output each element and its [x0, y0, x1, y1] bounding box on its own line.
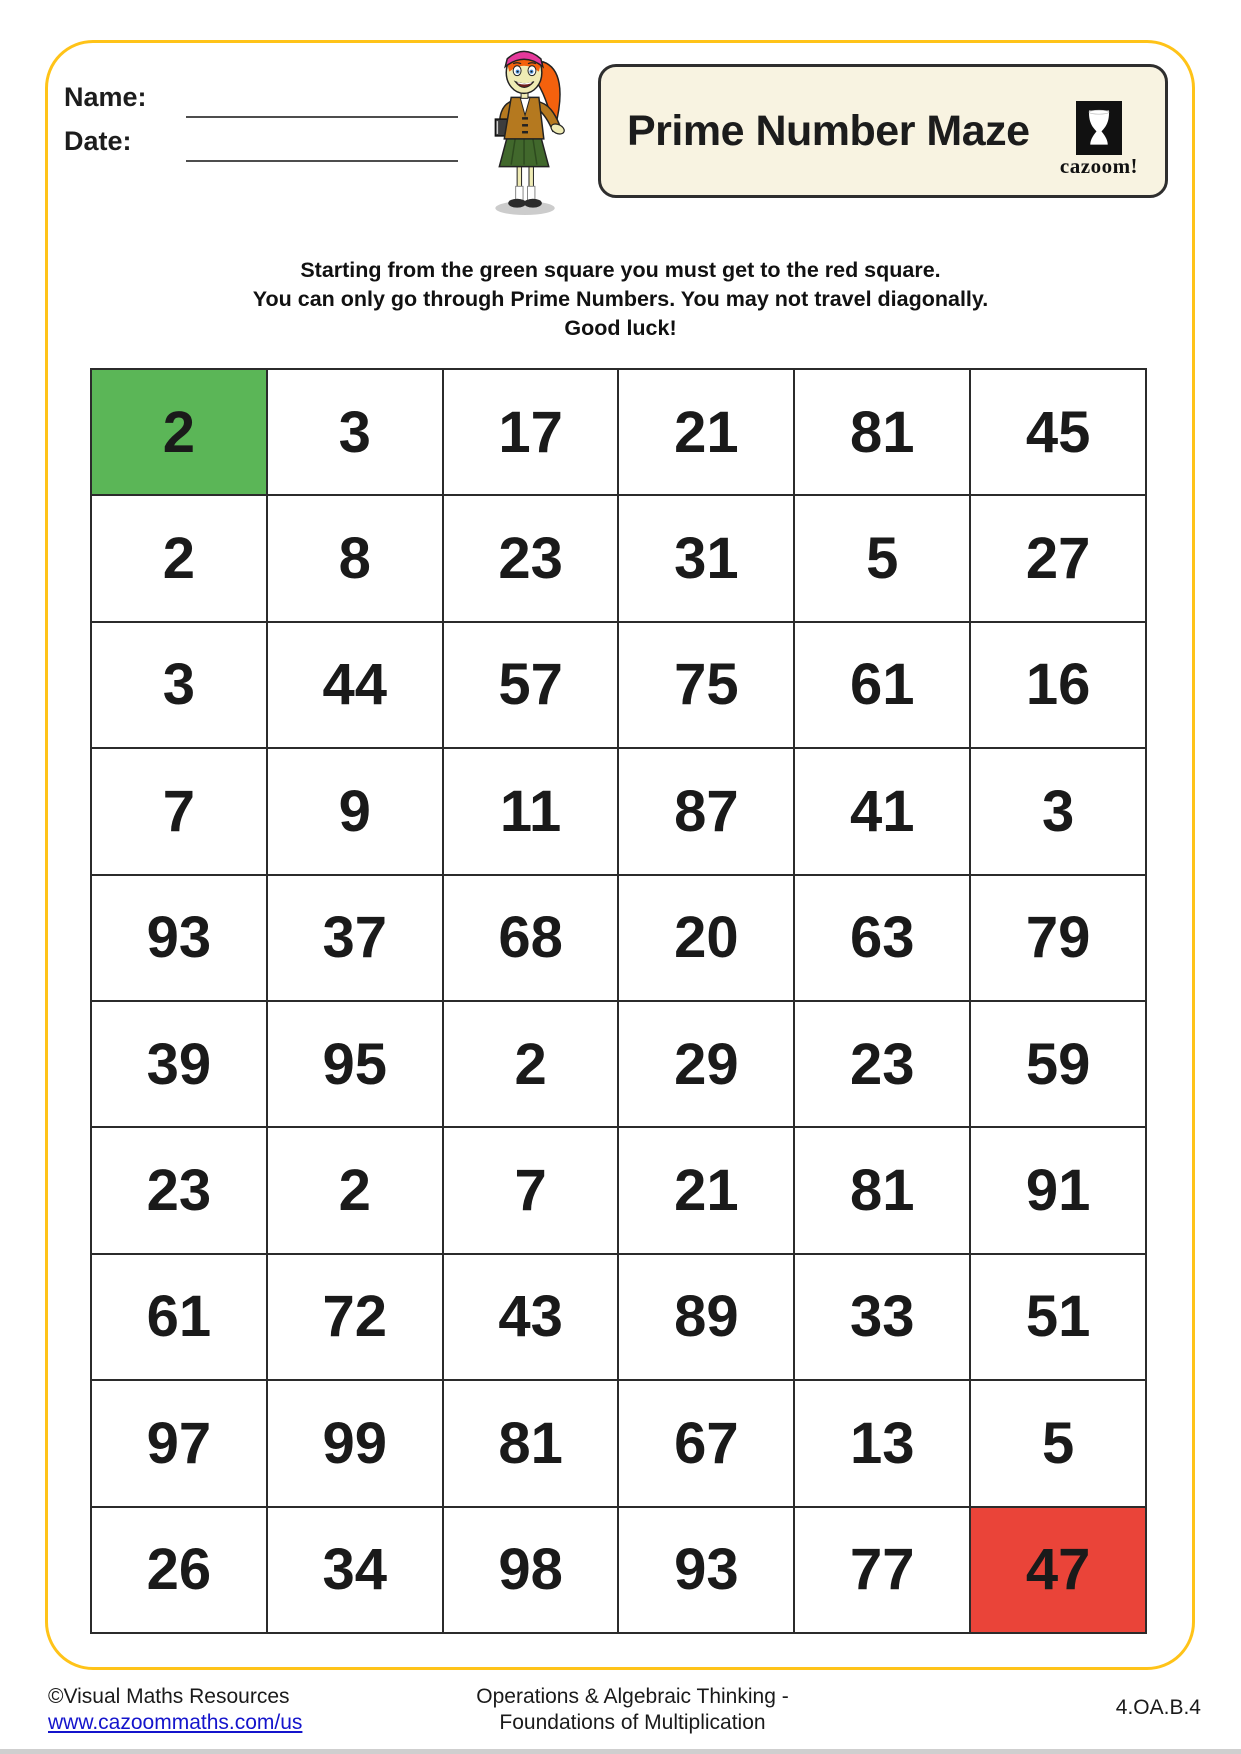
instructions-line-1: Starting from the green square you must get to the red square.: [300, 258, 941, 282]
maze-grid: [90, 368, 1147, 1634]
maze-cell: 23: [92, 1128, 268, 1254]
instructions-line-3: Good luck!: [564, 316, 677, 340]
maze-cell: 17: [444, 370, 620, 496]
maze-cell: 29: [619, 1002, 795, 1128]
maze-end-cell: 47: [971, 1508, 1147, 1634]
maze-cell: 93: [619, 1508, 795, 1634]
maze-cell: 3: [971, 749, 1147, 875]
maze-cell: 77: [795, 1508, 971, 1634]
maze-cell: 72: [268, 1255, 444, 1381]
maze-cell: 91: [971, 1128, 1147, 1254]
copyright-text: ©Visual Maths Resources: [48, 1685, 290, 1708]
date-label: Date:: [64, 126, 132, 156]
maze-cell: 34: [268, 1508, 444, 1634]
maze-cell: 61: [92, 1255, 268, 1381]
cazoom-logo-text: cazoom!: [1059, 154, 1139, 178]
maze-cell: 16: [971, 623, 1147, 749]
worksheet-title: Prime Number Maze: [627, 106, 1030, 155]
maze-cell: 81: [444, 1381, 620, 1507]
name-label: Name:: [64, 82, 147, 112]
maze-cell: 75: [619, 623, 795, 749]
maze-cell: 41: [795, 749, 971, 875]
standard-topic-line-1: Operations & Algebraic Thinking -: [476, 1685, 789, 1708]
date-field-line: [186, 160, 458, 162]
maze-cell: 21: [619, 370, 795, 496]
maze-cell: 81: [795, 370, 971, 496]
maze-cell: 5: [971, 1381, 1147, 1507]
maze-cell: 31: [619, 496, 795, 622]
maze-cell: 44: [268, 623, 444, 749]
maze-cell: 45: [971, 370, 1147, 496]
maze-cell: 26: [92, 1508, 268, 1634]
maze-cell: 87: [619, 749, 795, 875]
page-bottom-edge: [0, 1749, 1241, 1754]
maze-cell: 2: [92, 496, 268, 622]
maze-cell: 61: [795, 623, 971, 749]
maze-cell: 11: [444, 749, 620, 875]
instructions: [0, 256, 1241, 343]
maze-cell: 7: [444, 1128, 620, 1254]
maze-cell: 79: [971, 876, 1147, 1002]
cazoom-logo: [1053, 101, 1145, 177]
maze-cell: 89: [619, 1255, 795, 1381]
maze-cell: 5: [795, 496, 971, 622]
maze-cell: 33: [795, 1255, 971, 1381]
maze-cell: 9: [268, 749, 444, 875]
cazoommaths-link[interactable]: www.cazoommaths.com/us: [48, 1711, 303, 1734]
maze-cell: 20: [619, 876, 795, 1002]
maze-cell: 37: [268, 876, 444, 1002]
maze-start-cell: 2: [92, 370, 268, 496]
maze-cell: 8: [268, 496, 444, 622]
footer-center: [24, 1684, 1241, 1736]
maze-cell: 39: [92, 1002, 268, 1128]
maze-cell: 23: [795, 1002, 971, 1128]
maze-cell: 63: [795, 876, 971, 1002]
maze-cell: 23: [444, 496, 620, 622]
maze-cell: 68: [444, 876, 620, 1002]
maze-cell: 2: [444, 1002, 620, 1128]
maze-cell: 27: [971, 496, 1147, 622]
maze-cell: 7: [92, 749, 268, 875]
hourglass-goblet-icon: [1076, 101, 1122, 155]
maze-cell: 81: [795, 1128, 971, 1254]
maze-cell: 59: [971, 1002, 1147, 1128]
maze-cell: 93: [92, 876, 268, 1002]
standard-topic-line-2: Foundations of Multiplication: [499, 1711, 766, 1734]
instructions-line-2: You can only go through Prime Numbers. You may not travel diagonally.: [252, 287, 989, 311]
maze-cell: 57: [444, 623, 620, 749]
maze-cell: 21: [619, 1128, 795, 1254]
maze-cell: 97: [92, 1381, 268, 1507]
maze-cell: 13: [795, 1381, 971, 1507]
maze-cell: 95: [268, 1002, 444, 1128]
maze-cell: 3: [92, 623, 268, 749]
girl-mascot-illustration: [472, 40, 584, 218]
maze-cell: 99: [268, 1381, 444, 1507]
maze-cell: 2: [268, 1128, 444, 1254]
maze-cell: 43: [444, 1255, 620, 1381]
maze-cell: 51: [971, 1255, 1147, 1381]
standard-code: 4.OA.B.4: [1115, 1696, 1201, 1719]
maze-cell: 3: [268, 370, 444, 496]
name-field-line: [186, 116, 458, 118]
maze-cell: 67: [619, 1381, 795, 1507]
title-box: [598, 64, 1168, 198]
maze-cell: 98: [444, 1508, 620, 1634]
